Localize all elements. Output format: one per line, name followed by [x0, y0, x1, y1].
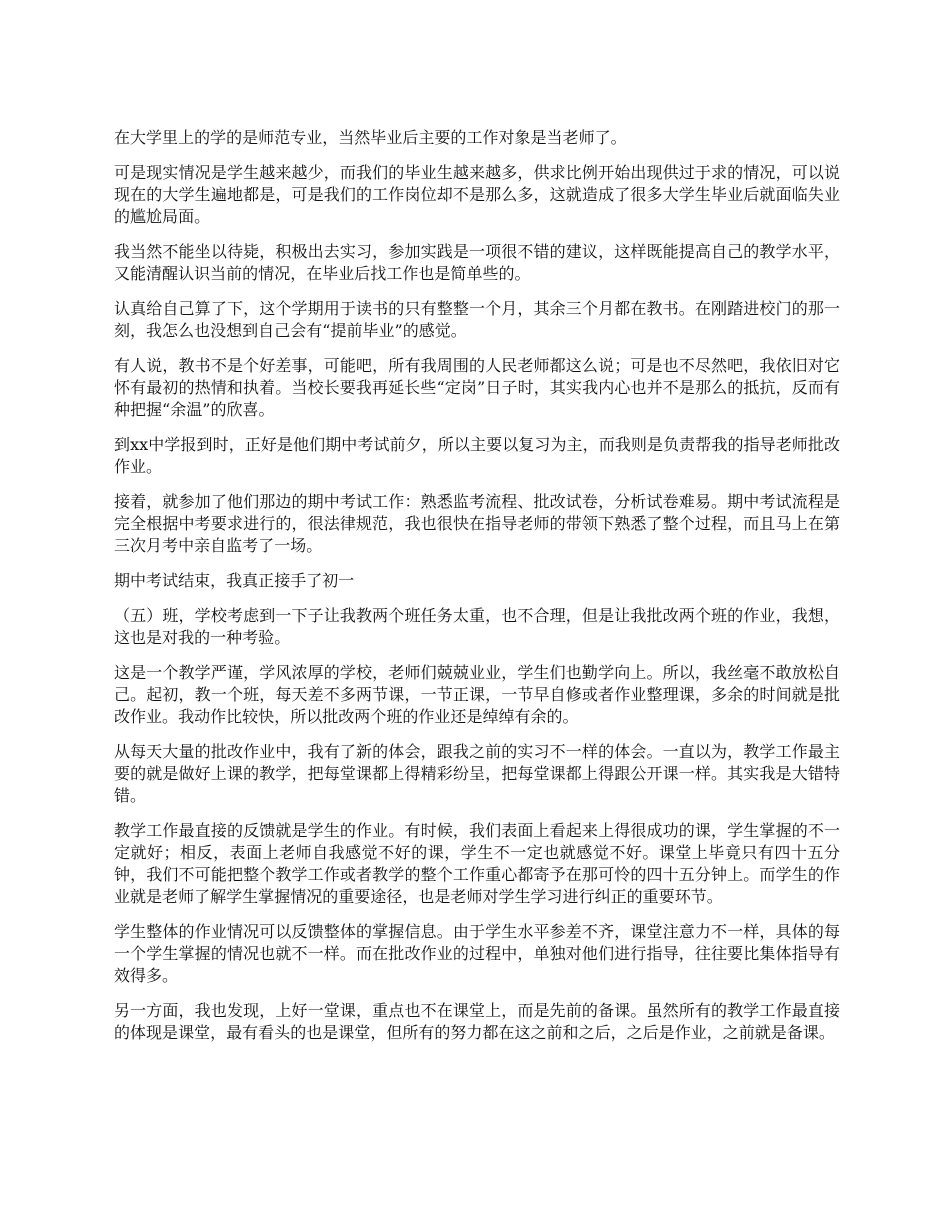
paragraph: 期中考试结束，我真正接手了初一	[114, 571, 355, 590]
paragraph: 这是一个教学严谨，学风浓厚的学校，老师们兢兢业业，学生们也勤学向上。所以，我丝毫不敢放松自己。起初，教一个班，每天差不多两节课，一节正课，一节早自修或者作业整理课，多余的时间就是批改作业。我动作比较快，所以批改两个班的作业还是绰绰有余的。	[114, 663, 840, 726]
paragraph: 另一方面，我也发现，上好一堂课，重点也不在课堂上，而是先前的备课。虽然所有的教学工作最直接的体现是课堂，最有看头的也是课堂，但所有的努力都在这之前和之后，之后是作业，之前就是备课。	[114, 1001, 840, 1042]
paragraph: 学生整体的作业情况可以反馈整体的掌握信息。由于学生水平参差不齐，课堂注意力不一样，具体的每一个学生掌握的情况也就不一样。而在批改作业的过程中，单独对他们进行指导，往往要比集体指导有效得多。	[114, 922, 840, 985]
paragraph: 到xx中学报到时，正好是他们期中考试前夕，所以主要以复习为主，而我则是负责帮我的指导老师批改作业。	[114, 435, 840, 476]
paragraph: 从每天大量的批改作业中，我有了新的体会，跟我之前的实习不一样的体会。一直以为，教学工作最主要的就是做好上课的教学，把每堂课都上得精彩纷呈，把每堂课都上得跟公开课一样。其实我是大错特错。	[114, 742, 840, 805]
paragraph: 教学工作最直接的反馈就是学生的作业。有时候，我们表面上看起来上得很成功的课，学生掌握的不一定就好；相反，表面上老师自我感觉不好的课，学生不一定也就感觉不好。课堂上毕竟只有四十五分钟，我们不可能把整个教学工作或者教学的整个工作重心都寄予在那可怜的四十五分钟上。而学生的作业就是老师了解学生掌握情况的重要途径，也是老师对学生学习进行纠正的重要环节。	[114, 821, 840, 906]
document-body	[114, 127, 840, 1057]
paragraph: （五）班，学校考虑到一下子让我教两个班任务太重，也不合理，但是让我批改两个班的作业，我想，这也是对我的一种考验。	[114, 606, 840, 647]
paragraph: 认真给自己算了下，这个学期用于读书的只有整整一个月，其余三个月都在教书。在刚踏进校门的那一刻，我怎么也没想到自己会有“提前毕业”的感觉。	[114, 299, 840, 340]
paragraph: 接着，就参加了他们那边的期中考试工作：熟悉监考流程、批改试卷，分析试卷难易。期中考试流程是完全根据中考要求进行的，很法律规范，我也很快在指导老师的带领下熟悉了整个过程，而且马上在第三次月考中亲自监考了一场。	[114, 492, 840, 555]
paragraph: 在大学里上的学的是师范专业，当然毕业后主要的工作对象是当老师了。	[114, 128, 627, 147]
paragraph: 有人说，教书不是个好差事，可能吧，所有我周围的人民老师都这么说；可是也不尽然吧，我依旧对它怀有最初的热情和执着。当校长要我再延长些“定岗”日子时，其实我内心也并不是那么的抵抗，反而有种把握“余温”的欣喜。	[114, 356, 840, 419]
paragraph: 可是现实情况是学生越来越少，而我们的毕业生越来越多，供求比例开始出现供过于求的情况，可以说现在的大学生遍地都是，可是我们的工作岗位却不是那么多，这就造成了很多大学生毕业后就面临失业的尴尬局面。	[114, 163, 840, 226]
paragraph: 我当然不能坐以待毙，积极出去实习，参加实践是一项很不错的建议，这样既能提高自己的教学水平，又能清醒认识当前的情况，在毕业后找工作也是简单些的。	[114, 242, 840, 283]
